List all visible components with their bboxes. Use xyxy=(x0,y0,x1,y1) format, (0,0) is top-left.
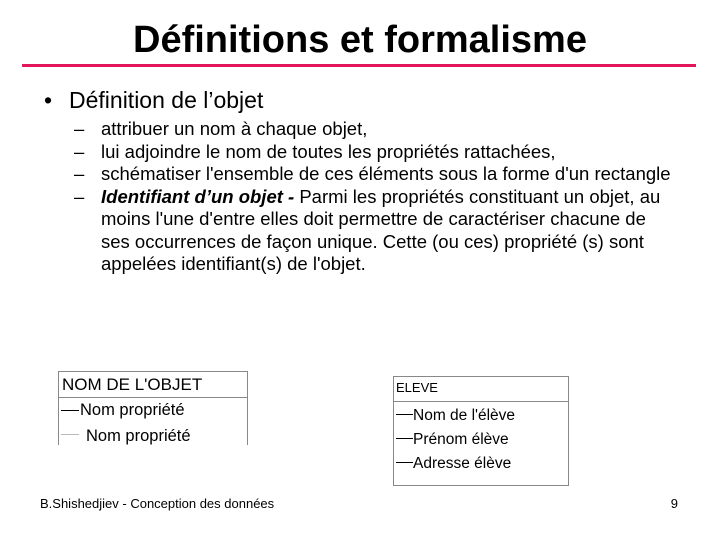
property-connector xyxy=(396,414,413,415)
bullet-marker: • xyxy=(44,87,53,113)
dash-marker: – xyxy=(74,140,85,162)
title-underline xyxy=(22,64,696,67)
property-row xyxy=(394,402,568,426)
property-row xyxy=(394,450,568,474)
sub-bullet-list xyxy=(74,118,678,276)
list-item-text: attribuer un nom à chaque objet, xyxy=(101,118,368,139)
property-connector xyxy=(396,462,413,463)
list-item-text: Parmi les propriétés constituant un objet, au moins l'une d'entre elles doit permettre de caractériser chacune de ses occurrences de façon unique. Cette (ou ces) propriété (s) sont appelées identifiant(s) de l'objet. xyxy=(101,185,661,274)
list-item-text: schématiser l'ensemble de ces éléments sous la forme d'un rectangle xyxy=(101,163,671,184)
entity-name: ELEVE xyxy=(394,377,568,402)
property-label: Nom propriété xyxy=(86,427,191,445)
example-entity-box xyxy=(393,376,569,486)
property-row xyxy=(59,422,247,446)
property-label: Nom propriété xyxy=(80,401,185,419)
identifier-term: Identifiant d’un objet - xyxy=(101,185,300,207)
property-connector xyxy=(61,410,79,411)
slide-title: Définitions et formalisme xyxy=(133,19,587,61)
dash-marker: – xyxy=(74,185,85,207)
property-row xyxy=(394,426,568,450)
list-item xyxy=(74,163,678,186)
entity-name: NOM DE L'OBJET xyxy=(59,372,247,398)
dash-marker: – xyxy=(74,118,85,139)
property-connector xyxy=(61,434,79,435)
property-connector xyxy=(396,438,413,439)
footer-author: B.Shishedjiev - Conception des données xyxy=(40,496,275,511)
property-row xyxy=(59,398,247,422)
dash-marker: – xyxy=(74,163,85,184)
main-bullet xyxy=(44,86,263,114)
list-item xyxy=(74,186,678,276)
property-label: Prénom élève xyxy=(413,431,509,448)
list-item xyxy=(74,118,678,141)
generic-entity-box xyxy=(58,371,248,445)
list-item-text: lui adjoindre le nom de toutes les propriétés rattachées, xyxy=(101,140,556,162)
property-label: Adresse élève xyxy=(413,455,512,472)
bullet-text: Définition de l’objet xyxy=(69,87,264,113)
list-item xyxy=(74,141,678,164)
page-number: 9 xyxy=(670,496,678,511)
property-label: Nom de l'élève xyxy=(413,407,516,424)
